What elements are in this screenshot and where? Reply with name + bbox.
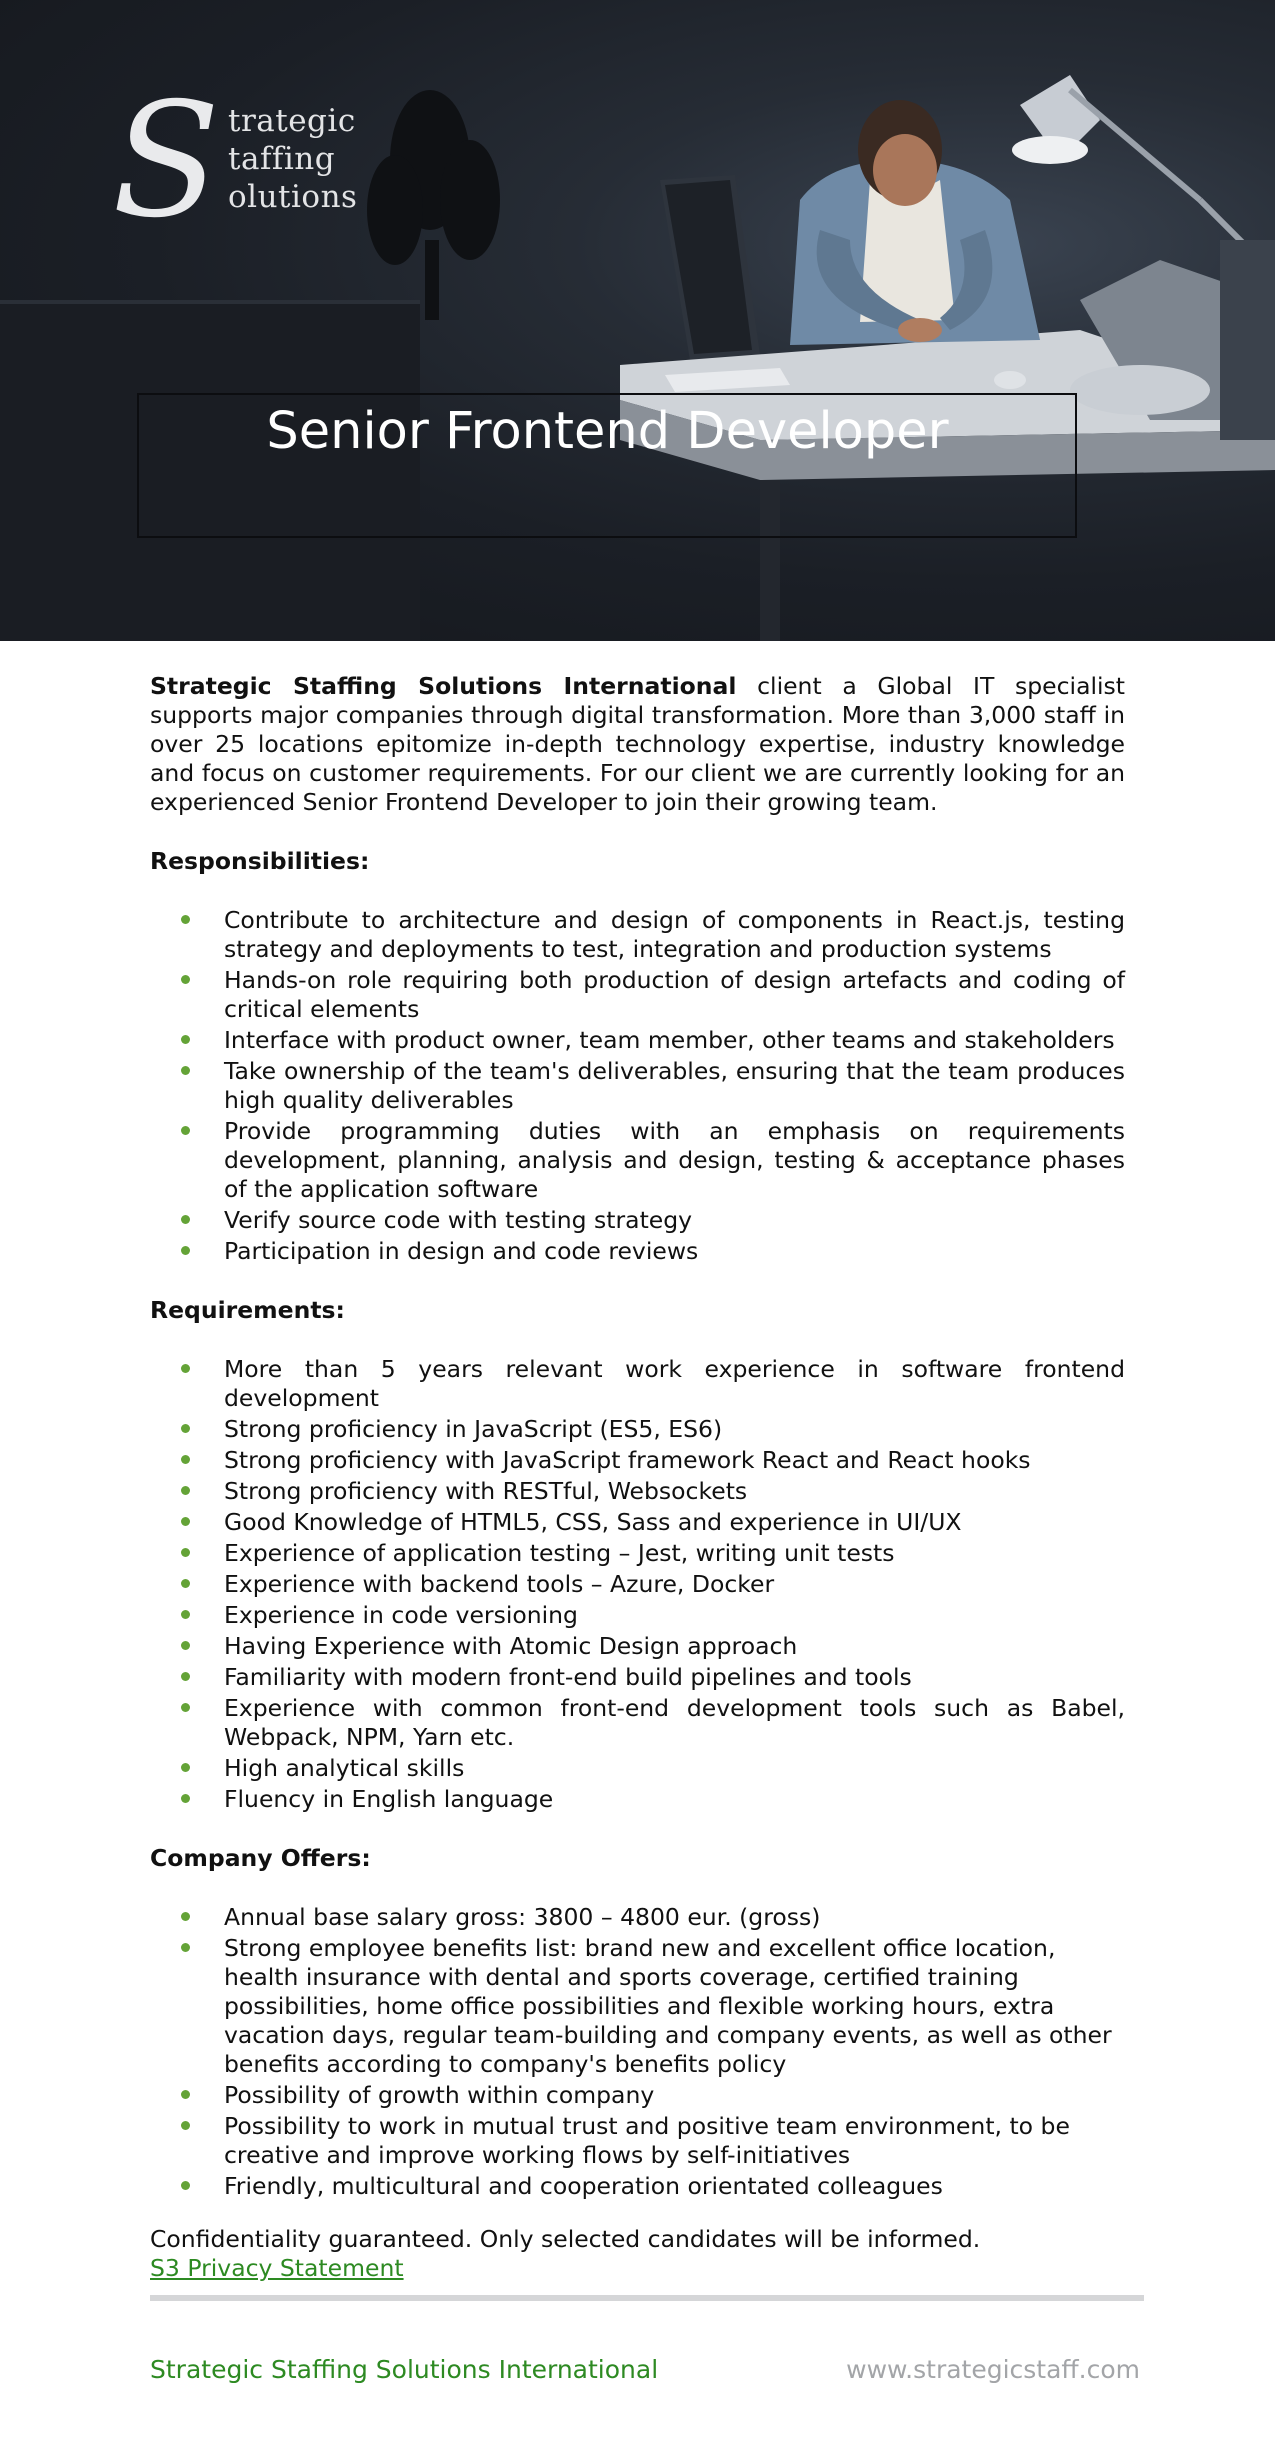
list-item xyxy=(150,1415,1125,1444)
intro-text: client a Global IT specialist supports major companies through digital transformation. More than 3,000 staff in over 25 locations epitomize in-depth technology expertise, industry knowledge and focus on customer requirements. For our client we are currently looking for an experienced Senior Frontend Developer to join their growing team. xyxy=(150,672,1126,816)
footer-company-name: Strategic Staffing Solutions International xyxy=(150,2355,659,2384)
bullet-icon xyxy=(181,1035,190,1044)
bullet-icon xyxy=(181,2090,190,2099)
list-item-text: Familiarity with modern front-end build pipelines and tools xyxy=(224,1663,912,1691)
bullet-icon xyxy=(181,1246,190,1255)
list-item xyxy=(150,966,1125,1024)
list-item-text: Hands-on role requiring both production of design artefacts and coding of critical elements xyxy=(224,966,1125,1023)
list-item xyxy=(150,2112,1125,2170)
bullet-icon xyxy=(181,2121,190,2130)
requirements-list xyxy=(150,1355,1125,1814)
list-item xyxy=(150,1117,1125,1204)
bullet-icon xyxy=(181,1912,190,1921)
bullet-icon xyxy=(181,1126,190,1135)
list-item-text: Experience with backend tools – Azure, Docker xyxy=(224,1570,775,1598)
bullet-icon xyxy=(181,1424,190,1433)
offers-list xyxy=(150,1903,1125,2201)
list-item-text: High analytical skills xyxy=(224,1754,465,1782)
list-item xyxy=(150,1694,1125,1752)
list-item xyxy=(150,1237,1125,1266)
responsibilities-heading: Responsibilities: xyxy=(150,847,370,875)
company-logo xyxy=(112,69,358,253)
confidentiality-text: Confidentiality guaranteed. Only selected candidates will be informed. xyxy=(150,2225,981,2253)
list-item xyxy=(150,1026,1125,1055)
offers-heading: Company Offers: xyxy=(150,1844,371,1872)
footer-website[interactable]: www.strategicstaff.com xyxy=(846,2355,1140,2384)
list-item-text: More than 5 years relevant work experience in software frontend development xyxy=(224,1355,1125,1412)
list-item-text: Contribute to architecture and design of components in React.js, testing strategy and deployments to test, integration and production systems xyxy=(224,906,1125,963)
list-item-text: Strong proficiency in JavaScript (ES5, ES6) xyxy=(224,1415,723,1443)
bullet-icon xyxy=(181,975,190,984)
list-item-text: Strong employee benefits list: brand new and excellent office location, health insurance with dental and sports coverage, certified training possibilities, home office possibilities and flexible working hours, extra vacation days, regular team-building and company events, as well as other benefits according to company's benefits policy xyxy=(224,1934,1112,2078)
bullet-icon xyxy=(181,1215,190,1224)
list-item xyxy=(150,1206,1125,1235)
responsibilities-list xyxy=(150,906,1125,1266)
list-item-text: Experience with common front-end development tools such as Babel, Webpack, NPM, Yarn etc. xyxy=(224,1694,1125,1751)
list-item xyxy=(150,1632,1125,1661)
list-item-text: Good Knowledge of HTML5, CSS, Sass and experience in UI/UX xyxy=(224,1508,962,1536)
bullet-icon xyxy=(181,915,190,924)
list-item xyxy=(150,1446,1125,1475)
list-item xyxy=(150,1355,1125,1413)
list-item xyxy=(150,1663,1125,1692)
list-item-text: Provide programming duties with an emphasis on requirements development, planning, analysis and design, testing & acceptance phases of the application software xyxy=(224,1117,1125,1203)
bullet-icon xyxy=(181,1794,190,1803)
bullet-icon xyxy=(181,1455,190,1464)
page-title: Senior Frontend Developer xyxy=(266,402,949,461)
intro-paragraph xyxy=(150,672,1125,817)
bullet-icon xyxy=(181,1763,190,1772)
bullet-icon xyxy=(181,1364,190,1373)
bullet-icon xyxy=(181,1610,190,1619)
bullet-icon xyxy=(181,1703,190,1712)
list-item xyxy=(150,1934,1125,2079)
list-item xyxy=(150,1477,1125,1506)
list-item-text: Possibility to work in mutual trust and positive team environment, to be creative and improve working flows by self-initiatives xyxy=(224,2112,1070,2169)
privacy-statement-link[interactable]: S3 Privacy Statement xyxy=(150,2254,404,2282)
list-item-text: Experience in code versioning xyxy=(224,1601,578,1629)
list-item-text: Possibility of growth within company xyxy=(224,2081,655,2109)
bullet-icon xyxy=(181,1672,190,1681)
bullet-icon xyxy=(181,1943,190,1952)
bullet-icon xyxy=(181,1548,190,1557)
bullet-icon xyxy=(181,1066,190,1075)
list-item xyxy=(150,1601,1125,1630)
list-item xyxy=(150,1539,1125,1568)
list-item xyxy=(150,1903,1125,1932)
bullet-icon xyxy=(181,2181,190,2190)
intro-company-name: Strategic Staffing Solutions International xyxy=(150,672,737,700)
confidentiality-note xyxy=(150,2225,1125,2283)
list-item-text: Experience of application testing – Jest, writing unit tests xyxy=(224,1539,895,1567)
list-item-text: Strong proficiency with RESTful, Websockets xyxy=(224,1477,748,1505)
bullet-icon xyxy=(181,1579,190,1588)
list-item-text: Participation in design and code reviews xyxy=(224,1237,699,1265)
requirements-heading: Requirements: xyxy=(150,1296,345,1324)
logo-monogram: S xyxy=(112,69,221,253)
list-item-text: Interface with product owner, team member, other teams and stakeholders xyxy=(224,1026,1115,1054)
list-item xyxy=(150,1508,1125,1537)
list-item-text: Strong proficiency with JavaScript framework React and React hooks xyxy=(224,1446,1031,1474)
list-item-text: Having Experience with Atomic Design approach xyxy=(224,1632,798,1660)
list-item-text: Annual base salary gross: 3800 – 4800 eur. (gross) xyxy=(224,1903,821,1931)
list-item-text: Fluency in English language xyxy=(224,1785,554,1813)
bullet-icon xyxy=(181,1641,190,1650)
bullet-icon xyxy=(181,1486,190,1495)
footer-divider xyxy=(150,2295,1144,2301)
logo-line-3: olutions xyxy=(228,179,358,215)
list-item-text: Take ownership of the team's deliverables, ensuring that the team produces high quality deliverables xyxy=(224,1057,1125,1114)
list-item xyxy=(150,2081,1125,2110)
bullet-icon xyxy=(181,1517,190,1526)
list-item xyxy=(150,2172,1125,2201)
list-item xyxy=(150,1057,1125,1115)
list-item-text: Verify source code with testing strategy xyxy=(224,1206,693,1234)
list-item xyxy=(150,906,1125,964)
hero-banner xyxy=(0,0,1275,641)
logo-line-2: taffing xyxy=(228,141,336,177)
list-item xyxy=(150,1754,1125,1783)
logo-line-1: trategic xyxy=(228,103,356,139)
job-description xyxy=(150,672,1125,2283)
list-item xyxy=(150,1785,1125,1814)
list-item xyxy=(150,1570,1125,1599)
list-item-text: Friendly, multicultural and cooperation orientated colleagues xyxy=(224,2172,943,2200)
